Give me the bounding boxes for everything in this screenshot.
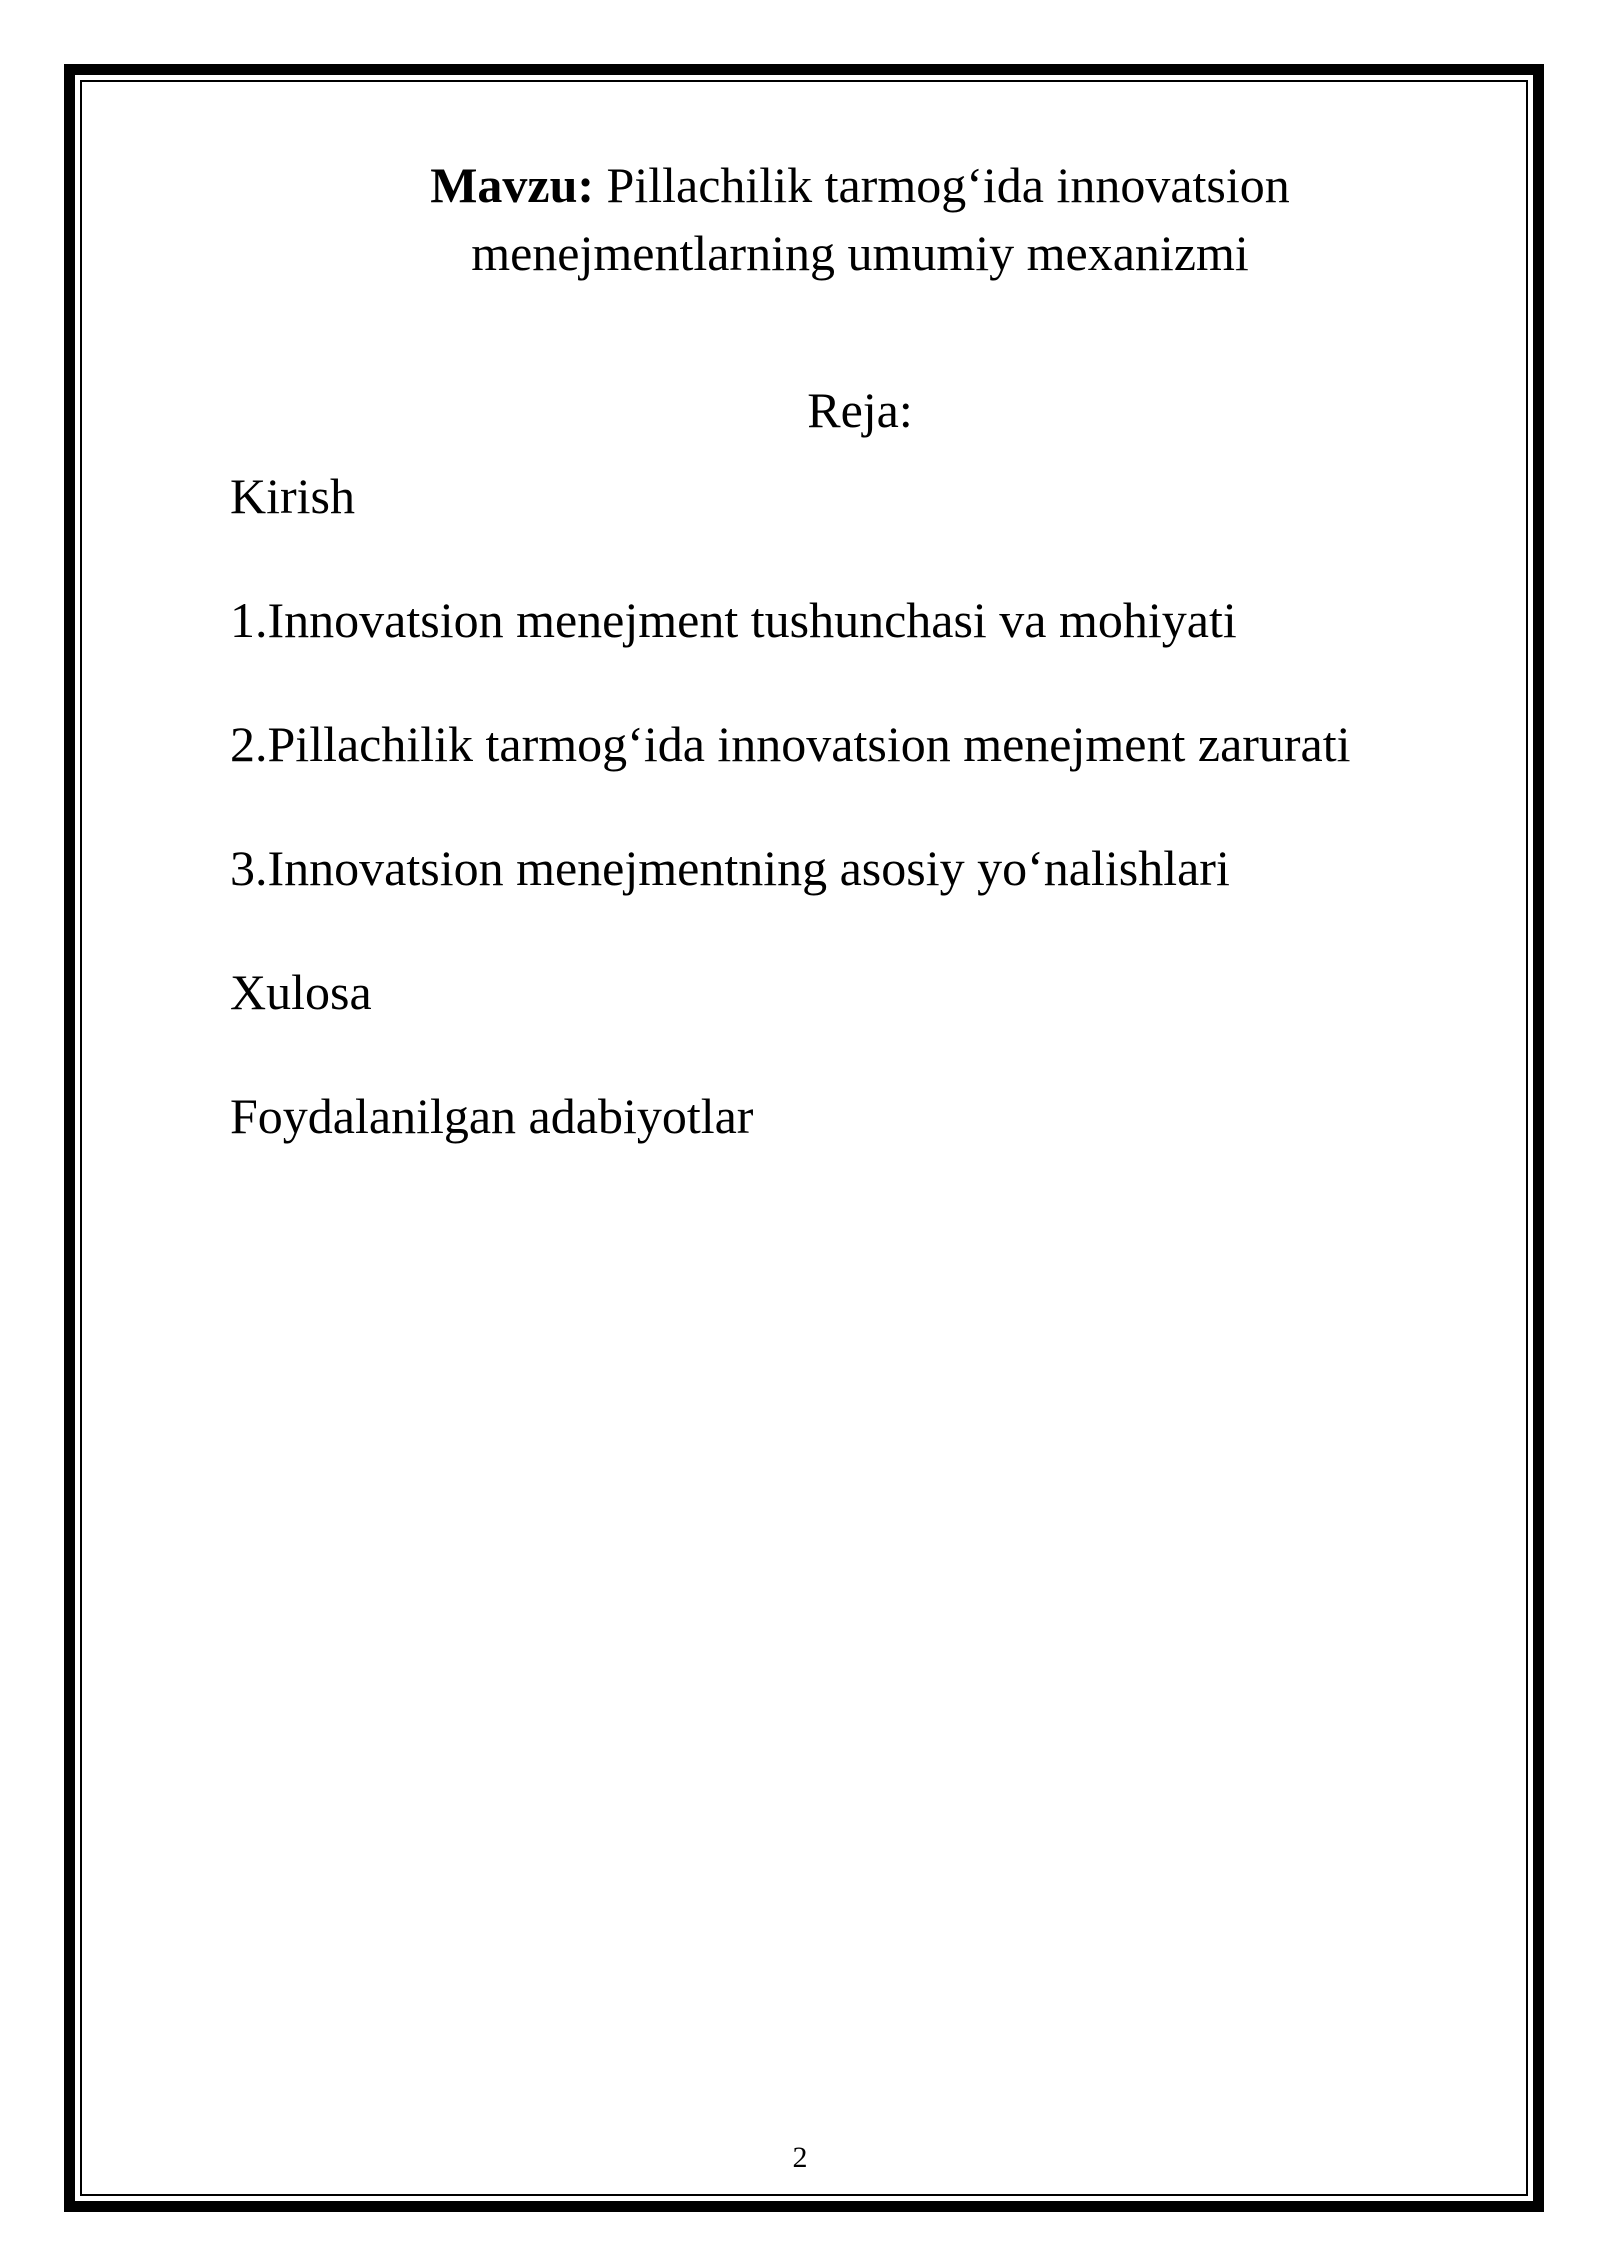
document-title [230, 151, 1490, 287]
title-line-2: menejmentlarning umumiy mexanizmi [471, 225, 1249, 281]
title-label: Mavzu: [430, 157, 595, 213]
plan-item-1: 1.Innovatsion menejment tushunchasi va mohiyati [230, 592, 1237, 648]
page-number: 2 [792, 2141, 808, 2174]
plan-item-3: 3.Innovatsion menejmentning asosiy yo‘nalishlari [230, 840, 1230, 896]
plan-item-references: Foydalanilgan adabiyotlar [230, 1088, 754, 1144]
plan-list [230, 464, 1510, 1208]
plan-item-introduction: Kirish [230, 468, 355, 524]
plan-item-conclusion: Xulosa [230, 964, 372, 1020]
title-line-1: Pillachilik tarmog‘ida innovatsion [606, 157, 1290, 213]
plan-item-2: 2.Pillachilik tarmog‘ida innovatsion menejment zarurati [230, 716, 1351, 772]
plan-heading: Reja: [807, 382, 913, 438]
